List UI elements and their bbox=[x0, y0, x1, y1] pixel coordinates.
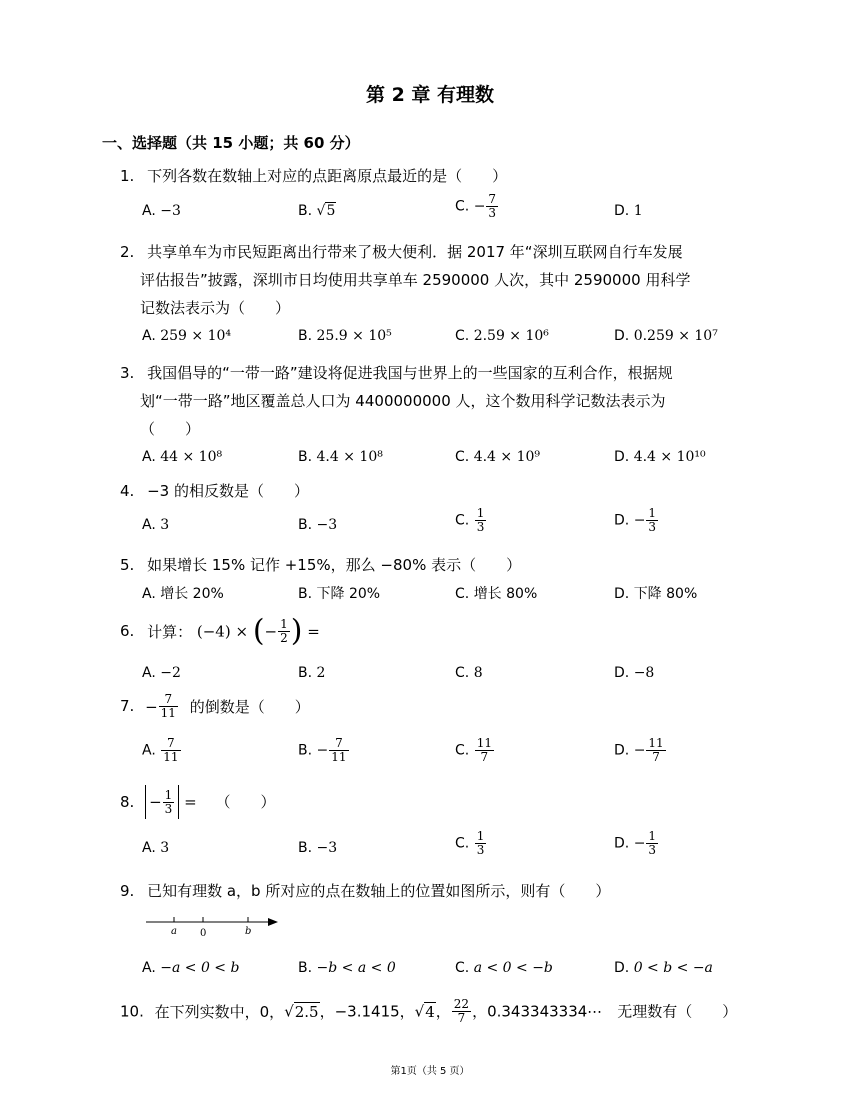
question-number: 7. bbox=[120, 697, 135, 715]
question-number: 9. bbox=[120, 882, 135, 900]
question-number: 3. bbox=[120, 364, 135, 382]
option-d: D. 0 < b < −a bbox=[614, 960, 713, 976]
question-number: 5. bbox=[120, 556, 135, 574]
arrow-head-icon bbox=[268, 918, 278, 926]
question-2-line-3: 记数法表示为（ ） bbox=[140, 299, 291, 317]
option-a: A. −3 bbox=[142, 203, 181, 219]
question-3: 3. 我国倡导的“一带一路”建设将促进我国与世界上的一些国家的互利合作，根据规 bbox=[120, 364, 673, 382]
option-d: D. 0.259 × 10⁷ bbox=[614, 328, 718, 344]
option-a: A. 259 × 10⁴ bbox=[142, 328, 232, 344]
option-b: B. −3 bbox=[298, 840, 338, 856]
option-c: C. 4.4 × 10⁹ bbox=[455, 449, 541, 465]
option-d: D. 下降 80% bbox=[614, 586, 698, 602]
question-text: 下列各数在数轴上对应的点距离原点最近的是（ ） bbox=[147, 167, 508, 185]
label-b: b bbox=[245, 926, 252, 937]
page-title: 第 2 章 有理数 bbox=[365, 84, 495, 106]
question-number: 2. bbox=[120, 243, 135, 261]
option-d: D. − $\frac{11}{7}$ bbox=[614, 736, 664, 764]
question-10: 10. 在下列实数中，0，√2.5，−3.1415，√4， $\frac{22}{7}$ ，0.343343334⋯ 无理数有（ ） bbox=[120, 997, 738, 1025]
question-7: 7. − $\frac{7}{11}$ 的倒数是（ ） bbox=[120, 692, 310, 720]
question-number: 6. bbox=[120, 622, 135, 640]
question-2: 2. 共享单车为市民短距离出行带来了极大便利．据 2017 年“深圳互联网自行车发展 bbox=[120, 243, 683, 261]
option-d: D. − $\frac{1}{3}$ bbox=[614, 506, 657, 534]
option-a: A. 3 bbox=[142, 517, 170, 533]
question-2-line-2: 评估报告”披露，深圳市日均使用共享单车 2590000 人次，其中 2590000 用科学 bbox=[140, 271, 691, 289]
section-heading: 一、选择题（共 15 小题；共 60 分） bbox=[102, 134, 360, 152]
question-1 bbox=[120, 166, 507, 186]
option-b: B. √5 bbox=[298, 203, 336, 219]
option-b: B. −3 bbox=[298, 517, 338, 533]
option-b: B. 4.4 × 10⁸ bbox=[298, 449, 383, 465]
option-c: C. 2.59 × 10⁶ bbox=[455, 328, 549, 344]
option-c: C. 增长 80% bbox=[455, 586, 538, 602]
option-a: A. 增长 20% bbox=[142, 586, 224, 602]
option-d: D. 1 bbox=[614, 203, 643, 219]
number-line-figure bbox=[142, 912, 282, 938]
option-d: D. −8 bbox=[614, 665, 655, 681]
option-a: A. −a < 0 < b bbox=[142, 960, 240, 976]
option-a: A. 3 bbox=[142, 840, 170, 856]
question-number: 1. bbox=[120, 167, 135, 185]
question-9: 9. 已知有理数 a，b 所对应的点在数轴上的位置如图所示，则有（ ） bbox=[120, 882, 611, 900]
question-3-line-3: （ ） bbox=[140, 420, 201, 438]
option-b: B. 25.9 × 10⁵ bbox=[298, 328, 392, 344]
question-number: 4. bbox=[120, 482, 135, 500]
option-a: A. 44 × 10⁸ bbox=[142, 449, 223, 465]
label-zero: 0 bbox=[200, 928, 207, 938]
option-d: D. 4.4 × 10¹⁰ bbox=[614, 449, 706, 465]
option-b: B. − $\frac{7}{11}$ bbox=[298, 736, 347, 764]
option-a: A. $\frac{7}{11}$ bbox=[142, 736, 179, 764]
option-a: A. −2 bbox=[142, 665, 181, 681]
question-number: 10. bbox=[120, 1002, 144, 1021]
question-8: 8. − $\frac{1}{3}$ = （ ） bbox=[120, 785, 275, 819]
question-number: 8. bbox=[120, 793, 135, 811]
question-5: 5. 如果增长 15% 记作 +15%，那么 −80% 表示（ ） bbox=[120, 556, 522, 574]
option-b: B. 2 bbox=[298, 665, 326, 681]
question-6: 6. 计算： (−4) × (− $\frac{1}{2}$ ) = bbox=[120, 613, 320, 649]
question-4: 4. −3 的相反数是（ ） bbox=[120, 482, 309, 500]
option-c: C. $\frac{1}{3}$ bbox=[455, 506, 485, 534]
option-d: D. − $\frac{1}{3}$ bbox=[614, 829, 657, 857]
option-c: C. a < 0 < −b bbox=[455, 960, 553, 976]
page-footer: 第1页（共 5 页） bbox=[390, 1066, 470, 1077]
option-c: C. $\frac{11}{7}$ bbox=[455, 736, 492, 764]
option-c: C. $\frac{1}{3}$ bbox=[455, 829, 485, 857]
option-c: C. 8 bbox=[455, 665, 483, 681]
option-b: B. −b < a < 0 bbox=[298, 960, 396, 976]
option-b: B. 下降 20% bbox=[298, 586, 381, 602]
option-c: C. − $\frac{7}{3}$ bbox=[455, 192, 497, 220]
question-3-line-2: 划“一带一路”地区覆盖总人口为 4400000000 人，这个数用科学记数法表示为 bbox=[140, 392, 666, 410]
label-a: a bbox=[171, 926, 177, 937]
